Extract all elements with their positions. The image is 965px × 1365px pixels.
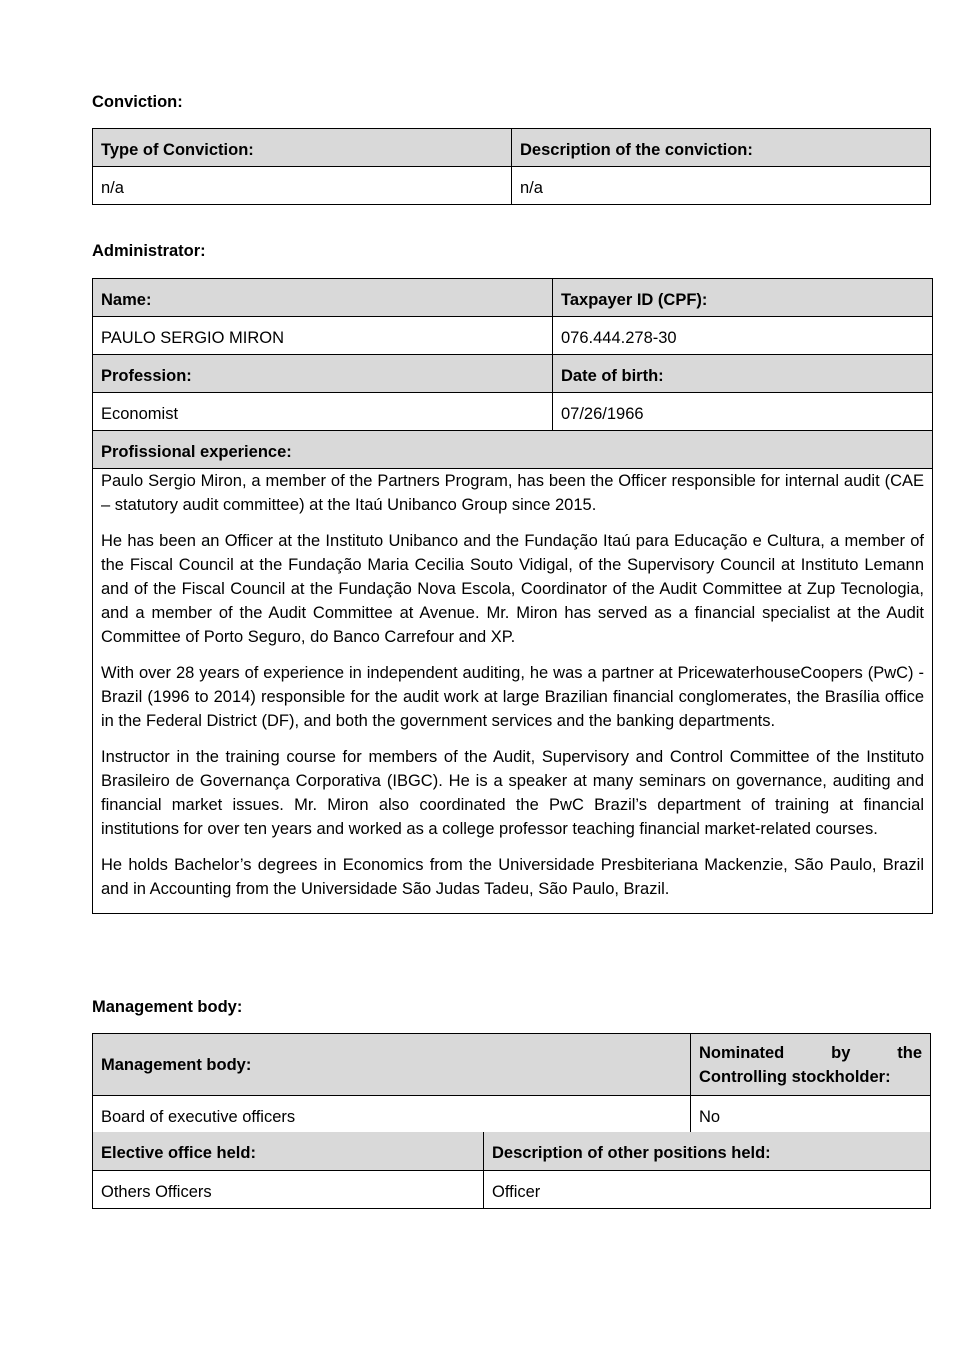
professional-experience-header: Profissional experience: [93, 431, 933, 469]
conviction-type-header: Type of Conviction: [93, 129, 512, 167]
elective-office-table [92, 1132, 931, 1209]
conviction-description-value: n/a [512, 167, 931, 205]
name-value: PAULO SERGIO MIRON [93, 317, 553, 355]
management-body-value: Board of executive officers [93, 1096, 691, 1134]
administrator-section-title: Administrator: [92, 242, 206, 260]
profession-header: Profession: [93, 355, 553, 393]
experience-paragraph: Paulo Sergio Miron, a member of the Partners Program, has been the Officer responsible for internal audit (CAE – statutory audit committee) at the Itaú Unibanco Group since 2015. [101, 472, 924, 514]
nominated-word: Nominated [699, 1043, 785, 1062]
conviction-section-title: Conviction: [92, 93, 183, 111]
experience-paragraph: With over 28 years of experience in independent auditing, he was a partner at PricewaterhouseCoopers (PwC) - Brazil (1996 to 2014) responsible for the audit work at large Brazilian financial conglomerates, the Brasília office in the Federal District (DF), and both the government services and the banking departments. [101, 664, 924, 730]
date-of-birth-header: Date of birth: [553, 355, 933, 393]
conviction-description-header: Description of the conviction: [512, 129, 931, 167]
management-body-header: Management body: [93, 1034, 691, 1096]
professional-experience-body [93, 469, 933, 914]
date-of-birth-value: 07/26/1966 [553, 393, 933, 431]
nominated-by-controlling-header [691, 1034, 931, 1096]
management-body-table [92, 1033, 931, 1134]
nominated-word: by [831, 1043, 851, 1062]
profession-value: Economist [93, 393, 553, 431]
elective-office-header: Elective office held: [93, 1132, 484, 1170]
nominated-line2: Controlling stockholder: [699, 1067, 891, 1086]
management-section-title: Management body: [92, 998, 243, 1016]
name-header: Name: [93, 279, 553, 317]
nominated-value: No [691, 1096, 931, 1134]
administrator-table [92, 278, 933, 914]
other-positions-header: Description of other positions held: [484, 1132, 931, 1170]
conviction-type-value: n/a [93, 167, 512, 205]
taxpayer-id-value: 076.444.278-30 [553, 317, 933, 355]
taxpayer-id-header: Taxpayer ID (CPF): [553, 279, 933, 317]
experience-paragraph: Instructor in the training course for members of the Audit, Supervisory and Control Committee of the Instituto Brasileiro de Governança Corporativa (IBGC). He is a speaker at many seminars on governance, auditing and financial market issues. Mr. Miron also coordinated the PwC Brazil’s department of training at financial institutions for over ten years and worked as a college professor teaching financial market-related courses. [101, 748, 924, 838]
experience-paragraph: He has been an Officer at the Instituto Unibanco and the Fundação Itaú para Educação e Cultura, a member of the Fiscal Council at the Fundação Maria Cecilia Souto Vidigal, of the Supervisory Council at Instituto Lemann and of the Fiscal Council at the Fundação Nova Escola, Coordinator of the Audit Committee at Zup Tecnologia, and a member of the Audit Committee at Avenue. Mr. Miron has served as a financial specialist at the Audit Committee of Porto Seguro, do Banco Carrefour and XP. [101, 532, 924, 646]
conviction-table [92, 128, 931, 205]
elective-office-value: Others Officers [93, 1170, 484, 1208]
nominated-word: the [897, 1043, 922, 1062]
experience-paragraph: He holds Bachelor’s degrees in Economics from the Universidade Presbiteriana Mackenzie, São Paulo, Brazil and in Accounting from the Universidade São Judas Tadeu, São Paulo, Brazil. [101, 856, 924, 898]
other-positions-value: Officer [484, 1170, 931, 1208]
